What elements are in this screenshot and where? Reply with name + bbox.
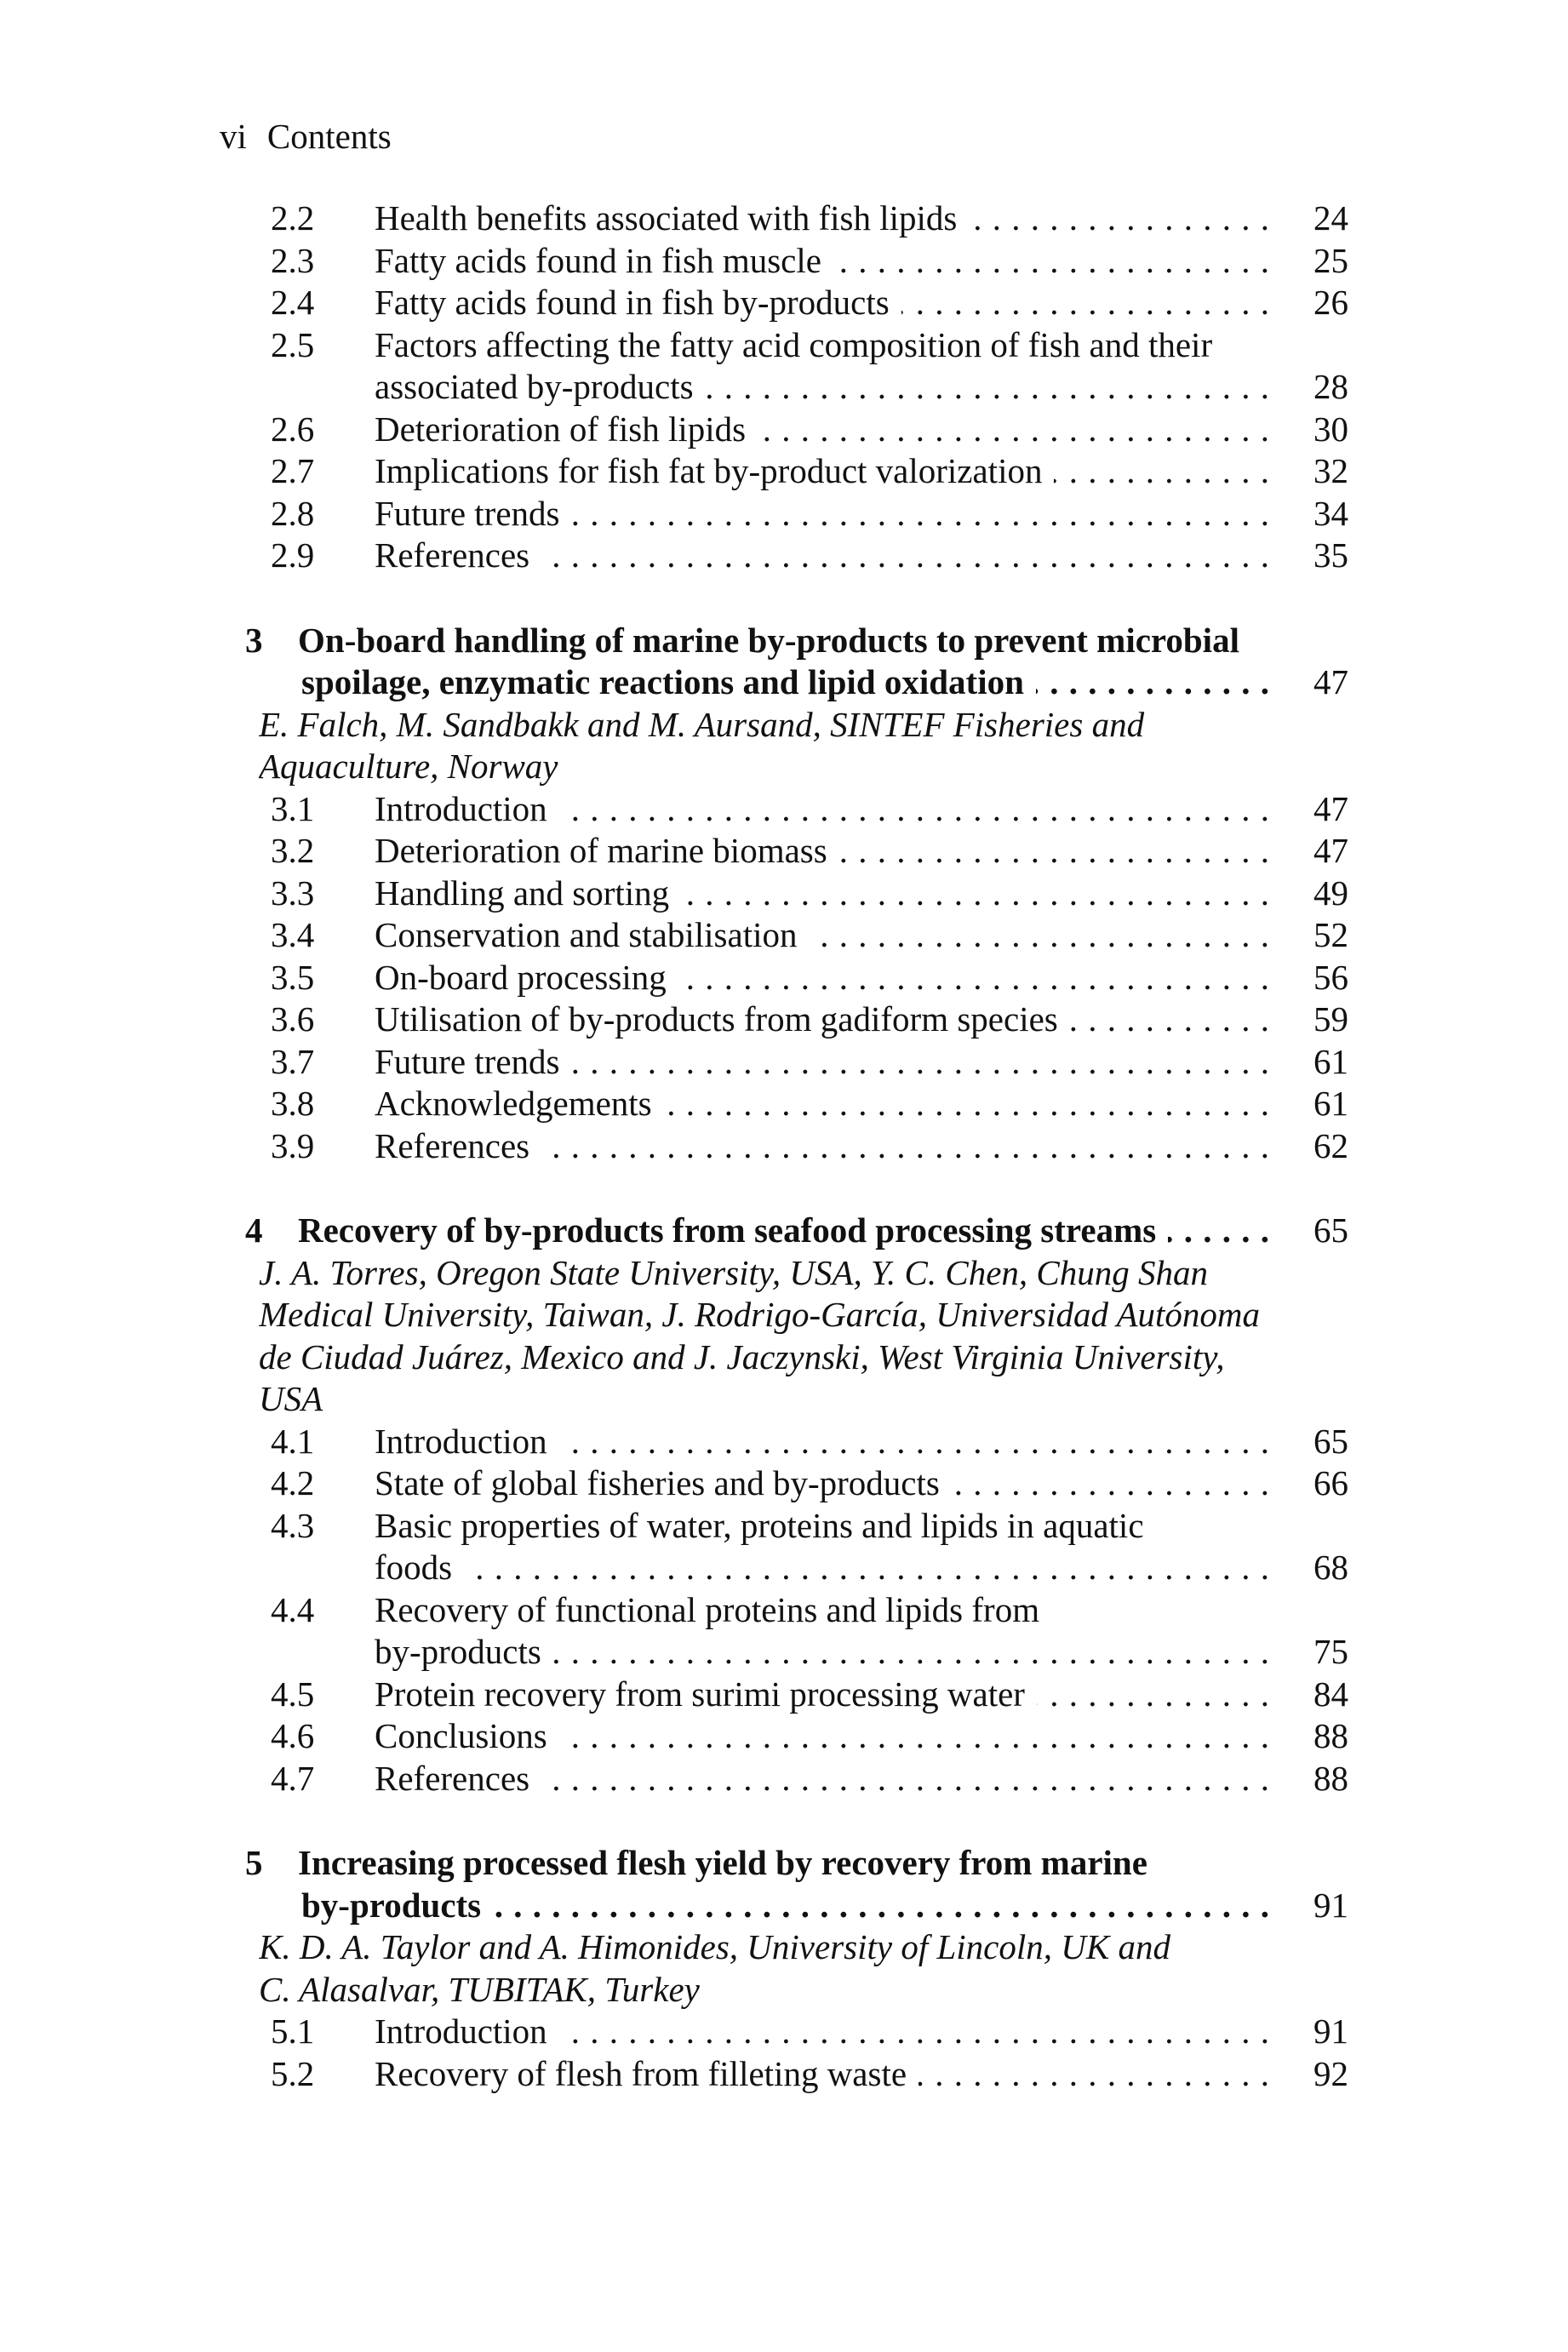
page-number: 47 xyxy=(1313,788,1348,828)
entry-number: 2.2 xyxy=(271,198,315,237)
chapter-page-number: 47 xyxy=(1313,662,1348,701)
entry-number: 3.2 xyxy=(271,831,315,870)
page-number: 59 xyxy=(1313,999,1348,1039)
toc-entry[interactable] xyxy=(0,1547,1568,1589)
toc-entry[interactable] xyxy=(0,1758,1568,1800)
chapter-authors xyxy=(0,1969,1568,2012)
chapter-heading-line[interactable] xyxy=(0,661,1568,704)
toc-entry[interactable] xyxy=(0,240,1568,283)
entry-title: Acknowledgements xyxy=(375,1084,664,1123)
toc-entry[interactable] xyxy=(0,409,1568,451)
author-affiliation: J. A. Torres, Oregon State University, USA, Y. C. Chen, Chung Shan xyxy=(259,1253,1220,1292)
toc-entry[interactable] xyxy=(0,957,1568,999)
page-number: 26 xyxy=(1313,283,1348,322)
page-number: 62 xyxy=(1313,1125,1348,1165)
entry-title: Basic properties of water, proteins and lipids in aquatic xyxy=(375,1506,1156,1545)
entry-number: 2.5 xyxy=(271,324,315,364)
entry-title: Deterioration of marine biomass xyxy=(375,831,839,870)
entry-number: 4.6 xyxy=(271,1716,315,1755)
page-number: 32 xyxy=(1313,451,1348,490)
entry-number: 2.8 xyxy=(271,493,315,533)
entry-title: Fatty acids found in fish muscle xyxy=(375,241,833,280)
toc-entry xyxy=(0,324,1568,367)
section-spacer xyxy=(0,1800,1568,1842)
author-affiliation: Medical University, Taiwan, J. Rodrigo-García, Universidad Autónoma xyxy=(259,1295,1272,1334)
entry-number: 3.5 xyxy=(271,957,315,997)
toc-entry[interactable] xyxy=(0,493,1568,535)
page-folio: vi xyxy=(220,117,247,156)
chapter-title: On-board handling of marine by-products to prevent microbial xyxy=(298,621,1251,660)
entry-title: References xyxy=(375,1126,541,1165)
chapter-page-number: 65 xyxy=(1313,1210,1348,1250)
entry-title: foods xyxy=(375,1548,464,1587)
entry-number: 3.1 xyxy=(271,788,315,828)
entry-number: 2.3 xyxy=(271,240,315,280)
entry-title: Introduction xyxy=(375,789,559,828)
page-number: 49 xyxy=(1313,873,1348,913)
toc-entry[interactable] xyxy=(0,914,1568,957)
entry-number: 3.3 xyxy=(271,873,315,913)
toc-entry[interactable] xyxy=(0,1041,1568,1084)
entry-number: 2.7 xyxy=(271,451,315,490)
toc-entry xyxy=(0,1505,1568,1548)
page-number: 65 xyxy=(1313,1421,1348,1461)
entry-title: associated by-products xyxy=(375,367,706,406)
page-number: 91 xyxy=(1313,2012,1348,2051)
entry-title: Recovery of functional proteins and lipids from xyxy=(375,1590,1051,1629)
page-number: 84 xyxy=(1313,1674,1348,1714)
page-number: 92 xyxy=(1313,2053,1348,2093)
entry-number: 4.4 xyxy=(271,1589,315,1629)
entry-title: Introduction xyxy=(375,1422,559,1461)
toc-entry[interactable] xyxy=(0,535,1568,577)
entry-number: 3.4 xyxy=(271,915,315,954)
table-of-contents xyxy=(0,197,1568,2095)
page-number: 30 xyxy=(1313,409,1348,449)
page-number: 75 xyxy=(1313,1632,1348,1671)
page-number: 34 xyxy=(1313,493,1348,533)
page-number: 66 xyxy=(1313,1463,1348,1502)
toc-entry[interactable] xyxy=(0,366,1568,409)
entry-title: Fatty acids found in fish by-products xyxy=(375,283,901,322)
toc-entry[interactable] xyxy=(0,197,1568,240)
chapter-heading-line xyxy=(0,620,1568,662)
toc-entry[interactable] xyxy=(0,1674,1568,1716)
chapter-authors xyxy=(0,1336,1568,1379)
chapter-title: by-products xyxy=(301,1886,493,1925)
page-number: 68 xyxy=(1313,1548,1348,1587)
toc-entry[interactable] xyxy=(0,830,1568,873)
author-affiliation: USA xyxy=(259,1379,335,1418)
entry-title: Future trends xyxy=(375,1042,572,1081)
entry-number: 3.8 xyxy=(271,1084,315,1123)
entry-title: by-products xyxy=(375,1632,553,1671)
author-affiliation: K. D. A. Taylor and A. Himonides, University of Lincoln, UK and xyxy=(259,1927,1182,1966)
toc-entry[interactable] xyxy=(0,1421,1568,1463)
chapter-number: 5 xyxy=(245,1843,263,1882)
entry-title: State of global fisheries and by-products xyxy=(375,1463,952,1502)
entry-number: 3.6 xyxy=(271,999,315,1039)
page-number: 28 xyxy=(1313,367,1348,406)
entry-number: 2.4 xyxy=(271,283,315,322)
entry-title: Conservation and stabilisation xyxy=(375,915,809,954)
running-header xyxy=(220,116,392,157)
chapter-heading-line xyxy=(0,1842,1568,1885)
author-affiliation: de Ciudad Juárez, Mexico and J. Jaczynski, West Virginia University, xyxy=(259,1337,1236,1376)
entry-title: References xyxy=(375,1759,541,1798)
toc-entry[interactable] xyxy=(0,2011,1568,2053)
toc-entry[interactable] xyxy=(0,1125,1568,1168)
chapter-title: Increasing processed flesh yield by recovery from marine xyxy=(298,1843,1159,1882)
page-number: 61 xyxy=(1313,1041,1348,1081)
author-affiliation: Aquaculture, Norway xyxy=(259,747,570,786)
entry-number: 2.6 xyxy=(271,409,315,449)
entry-title: Future trends xyxy=(375,494,572,533)
chapter-authors xyxy=(0,1378,1568,1421)
toc-entry xyxy=(0,1589,1568,1632)
toc-entry[interactable] xyxy=(0,873,1568,915)
entry-number: 3.9 xyxy=(271,1125,315,1165)
entry-number: 5.2 xyxy=(271,2053,315,2093)
entry-title: Utilisation of by-products from gadiform species xyxy=(375,999,1070,1039)
chapter-authors xyxy=(0,1926,1568,1969)
entry-title: Health benefits associated with fish lipids xyxy=(375,198,969,237)
chapter-number: 3 xyxy=(245,620,263,660)
entry-title: Protein recovery from surimi processing water xyxy=(375,1674,1037,1714)
entry-title: Introduction xyxy=(375,2012,559,2051)
page-number: 88 xyxy=(1313,1716,1348,1755)
entry-title: On-board processing xyxy=(375,958,678,997)
page-number: 25 xyxy=(1313,240,1348,280)
entry-number: 2.9 xyxy=(271,535,315,575)
entry-title: Handling and sorting xyxy=(375,873,681,913)
author-affiliation: E. Falch, M. Sandbakk and M. Aursand, SINTEF Fisheries and xyxy=(259,705,1156,744)
chapter-authors xyxy=(0,1294,1568,1336)
entry-title: Factors affecting the fatty acid composition of fish and their xyxy=(375,325,1224,364)
page-number: 24 xyxy=(1313,198,1348,237)
author-affiliation: C. Alasalvar, TUBITAK, Turkey xyxy=(259,1970,712,2009)
section-spacer xyxy=(0,577,1568,620)
toc-entry[interactable] xyxy=(0,1631,1568,1674)
section-spacer xyxy=(0,1167,1568,1210)
chapter-heading-line[interactable] xyxy=(0,1885,1568,1927)
chapter-authors xyxy=(0,1252,1568,1295)
chapter-number: 4 xyxy=(245,1210,263,1250)
toc-entry[interactable] xyxy=(0,1715,1568,1758)
entry-number: 4.7 xyxy=(271,1758,315,1798)
entry-title: Deterioration of fish lipids xyxy=(375,409,758,449)
page-number: 56 xyxy=(1313,957,1348,997)
entry-number: 5.1 xyxy=(271,2012,315,2051)
chapter-title: spoilage, enzymatic reactions and lipid oxidation xyxy=(301,662,1036,701)
entry-title: Recovery of flesh from filleting waste xyxy=(375,2054,918,2093)
entry-title: References xyxy=(375,535,541,575)
chapter-authors xyxy=(0,704,1568,747)
chapter-authors xyxy=(0,746,1568,788)
entry-number: 4.1 xyxy=(271,1421,315,1461)
entry-title: Conclusions xyxy=(375,1716,559,1755)
entry-title: Implications for fish fat by-product valorization xyxy=(375,451,1054,490)
entry-number: 4.5 xyxy=(271,1674,315,1714)
header-title: Contents xyxy=(266,117,392,156)
chapter-page-number: 91 xyxy=(1313,1885,1348,1925)
page-number: 35 xyxy=(1313,535,1348,575)
chapter-heading-line[interactable] xyxy=(0,1210,1568,1252)
chapter-title: Recovery of by-products from seafood processing streams xyxy=(298,1210,1168,1250)
toc-entry[interactable] xyxy=(0,1462,1568,1505)
page-number: 88 xyxy=(1313,1758,1348,1798)
toc-entry[interactable] xyxy=(0,282,1568,324)
toc-entry[interactable] xyxy=(0,450,1568,493)
entry-number: 4.2 xyxy=(271,1463,315,1502)
page-number: 47 xyxy=(1313,831,1348,870)
page-number: 52 xyxy=(1313,915,1348,954)
toc-entry[interactable] xyxy=(0,1083,1568,1125)
toc-entry[interactable] xyxy=(0,2053,1568,2096)
page-number: 61 xyxy=(1313,1084,1348,1123)
toc-entry[interactable] xyxy=(0,788,1568,831)
entry-number: 3.7 xyxy=(271,1041,315,1081)
entry-number: 4.3 xyxy=(271,1505,315,1545)
toc-entry[interactable] xyxy=(0,999,1568,1041)
